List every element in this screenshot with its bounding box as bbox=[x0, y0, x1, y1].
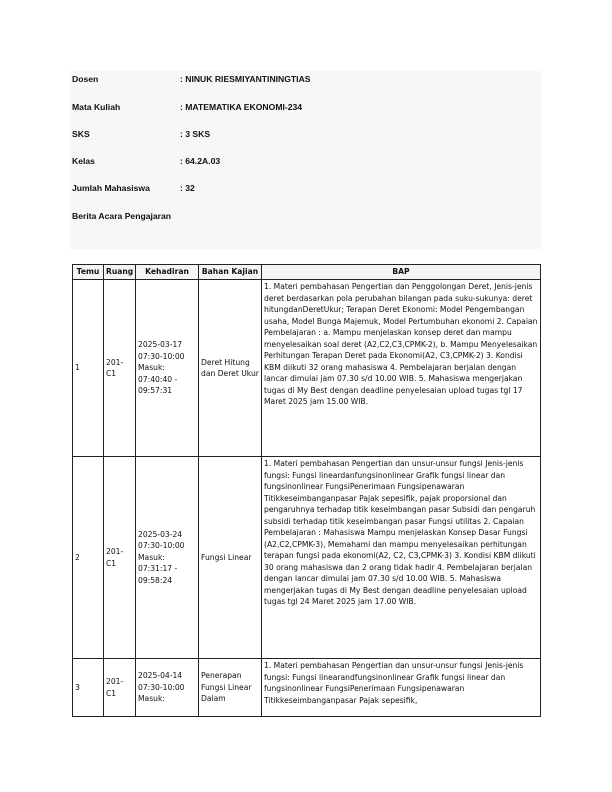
ruang-cell: 201-C1 bbox=[104, 659, 136, 717]
kehadiran-cell: 2025-04-14 07:30-10:00 Masuk: bbox=[136, 659, 199, 717]
header-kehadiran: Kehadiran bbox=[136, 265, 199, 280]
ruang-cell: 201-C1 bbox=[104, 457, 136, 659]
temu-cell: 2 bbox=[73, 457, 104, 659]
course-info-panel bbox=[70, 71, 542, 249]
header-bahan-kajian: Bahan Kajian bbox=[199, 265, 262, 280]
kehadiran-cell: 2025-03-24 07:30-10:00 Masuk: 07:31:17 - 09:58:24 bbox=[136, 457, 199, 659]
ruang-cell: 201-C1 bbox=[104, 280, 136, 457]
bap-cell: 1. Materi pembahasan Pengertian dan unsur-unsur fungsi Jenis-jenis fungsi: Fungsi lineardanfungsinonlinear Grafik fungsi linear dan fungsinonlinear FungsiPenerimaan Fungsipenawaran Titikkeseimbanganpasar Pajak sepesifik, pajak proporsional dan pengaruhnya terhadap titik keseimbangan pasar Subsidi dan pengaruh subsidi terhadap titik keseimbangan pasar Fungsi utilitas 2. Capaian Pembelajaran : Mahasiswa Mampu menjelaskan Konsep Dasar Fungsi (A2,C2,CPMK-3), Memahami dan mampu menyelesaikan perhitungan terapan fungsi pada ekonomi(A2, C2, C3,CPMK-3) 3. Kondisi KBM diikuti 30 orang mahasiswa dan 2 orang tidak hadir 4. Pembelajaran berjalan dengan lancar dimulai jam 07.30 s/d 10.00 WIB. 5. Mahasiswa mengerjakan tugas di My Best dengan deadline penyelesaian upload tugas tgl 24 Maret 2025 jam 17.00 WIB. bbox=[262, 457, 541, 659]
bap-cell bbox=[262, 659, 541, 717]
bahan-kajian-cell: Penerapan Fungsi Linear Dalam bbox=[199, 659, 262, 717]
matkul-value: : MATEMATIKA EKONOMI-234 bbox=[180, 102, 303, 112]
dosen-value: : NINUK RIESMIYANTININGTIAS bbox=[180, 74, 311, 84]
table-row bbox=[73, 659, 541, 717]
sks-value: : 3 SKS bbox=[180, 129, 211, 139]
temu-cell: 3 bbox=[73, 659, 104, 717]
kelas-label: Kelas bbox=[72, 156, 95, 166]
jumlah-label: Jumlah Mahasiswa bbox=[72, 183, 150, 193]
kelas-value: : 64.2A.03 bbox=[180, 156, 221, 166]
bahan-kajian-cell: Fungsi Linear bbox=[199, 457, 262, 659]
bap-table bbox=[72, 264, 541, 717]
berita-label: Berita Acara Pengajaran bbox=[72, 211, 172, 221]
header-bap: BAP bbox=[262, 265, 541, 280]
table-row bbox=[73, 457, 541, 659]
kehadiran-cell: 2025-03-17 07:30-10:00 Masuk: 07:40:40 - 09:57:31 bbox=[136, 280, 199, 457]
header-ruang: Ruang bbox=[104, 265, 136, 280]
bap-text: 1. Materi pembahasan Pengertian dan unsur-unsur fungsi Jenis-jenis fungsi: Fungsi linearandfungsinonlinear Grafik fungsi linear dan fungsinonlinear FungsiPenerimaan Fungsipenawaran Titikkeseimbanganpasar Pajak sepesifik, bbox=[264, 661, 524, 705]
header-temu: Temu bbox=[73, 265, 104, 280]
sks-label: SKS bbox=[72, 129, 90, 139]
dosen-label: Dosen bbox=[72, 74, 99, 84]
jumlah-value: : 32 bbox=[180, 183, 195, 193]
bap-cell: 1. Materi pembahasan Pengertian dan Penggolongan Deret, Jenis-jenis deret berdasarkan pola perubahan bilangan pada suku-sukunya: deret hitungdanDeretUkur; Terapan Deret Ekonomi: Model Pengembangan usaha, Model Bunga Majemuk, Model Pertumbuhan ekonomi 2. Capaian Pembelajaran : a. Mampu menjelaskan konsep deret dan mampu menyelesaikan soal deret (A2,C2,C3,CPMK-2), b. Mampu Menyelesaikan Perhitungan Terapan Deret pada Ekonomi(A2, C3,CPMK-2) 3. Kondisi KBM diikuti 32 orang mahasiswa 4. Pembelajaran berjalan dengan lancar dimulai jam 07.30 s/d 10.00 WIB. 5. Mahasiswa mengerjakan tugas di My Best dengan deadline penyelesaian upload tugas tgl 17 Maret 2025 jam 15.00 WIB. bbox=[262, 280, 541, 457]
table-row bbox=[73, 280, 541, 457]
table-header-row bbox=[73, 265, 541, 280]
bahan-kajian-cell: Deret Hitung dan Deret Ukur bbox=[199, 280, 262, 457]
matkul-label: Mata Kuliah bbox=[72, 102, 121, 112]
temu-cell: 1 bbox=[73, 280, 104, 457]
